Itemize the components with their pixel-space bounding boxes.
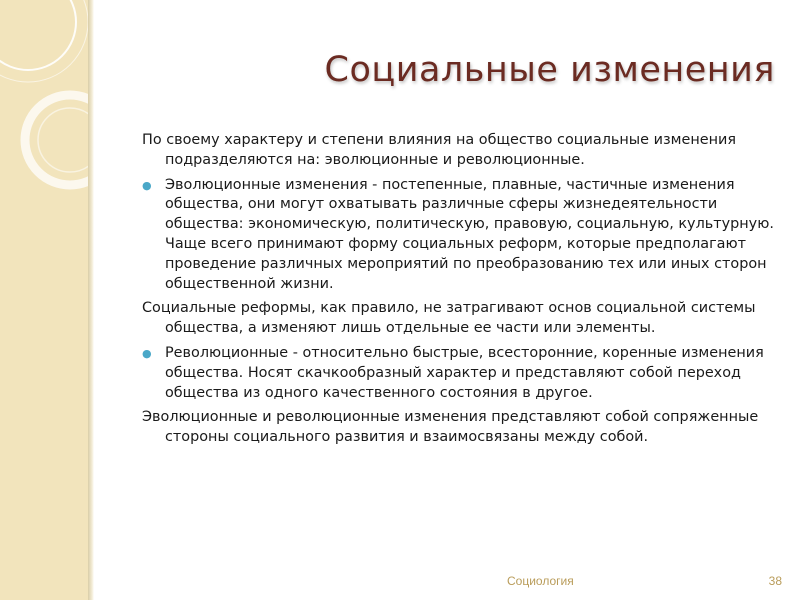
bullet-item-revolutionary [142, 344, 774, 403]
side-panel-divider [88, 0, 94, 600]
bullet-text: Революционные - относительно быстрые, всесторонние, коренные изменения общества. Носят скачкообразный характер и представляют собой переход общества из одного качественного состояния в другое. [165, 344, 764, 401]
bullet-icon: ● [142, 346, 152, 360]
bullet-item-evolutionary [142, 176, 774, 295]
footer-subject: Социология [507, 574, 574, 588]
bullet-text: Эволюционные изменения - постепенные, плавные, частичные изменения общества, они могут охватывать различные сферы жизнедеятельности общества: экономическую, политическую, правовую, социальную, культурную. Чаще всего принимают форму социальных реформ, которые предполагают проведение различных мероприятий по преобразованию тех или иных сторон общественной жизни. [165, 176, 774, 292]
bullet-icon: ● [142, 178, 152, 192]
paragraph-reforms: Социальные реформы, как правило, не затрагивают основ социальной системы общества, а изменяют лишь отдельные ее части или элементы. [142, 300, 756, 337]
slide-body [142, 131, 774, 453]
slide-title: Социальные изменения [324, 50, 775, 90]
decorative-circles-graphic [0, 0, 88, 600]
slide-number: 38 [768, 574, 782, 588]
paragraph-conclusion: Эволюционные и революционные изменения представляют собой сопряженные стороны социального развития и взаимосвязаны между собой. [142, 409, 759, 446]
paragraph-classification: По своему характеру и степени влияния на общество социальные изменения подразделяются на: эволюционные и революционные. [142, 132, 736, 168]
decorative-side-panel [0, 0, 88, 600]
